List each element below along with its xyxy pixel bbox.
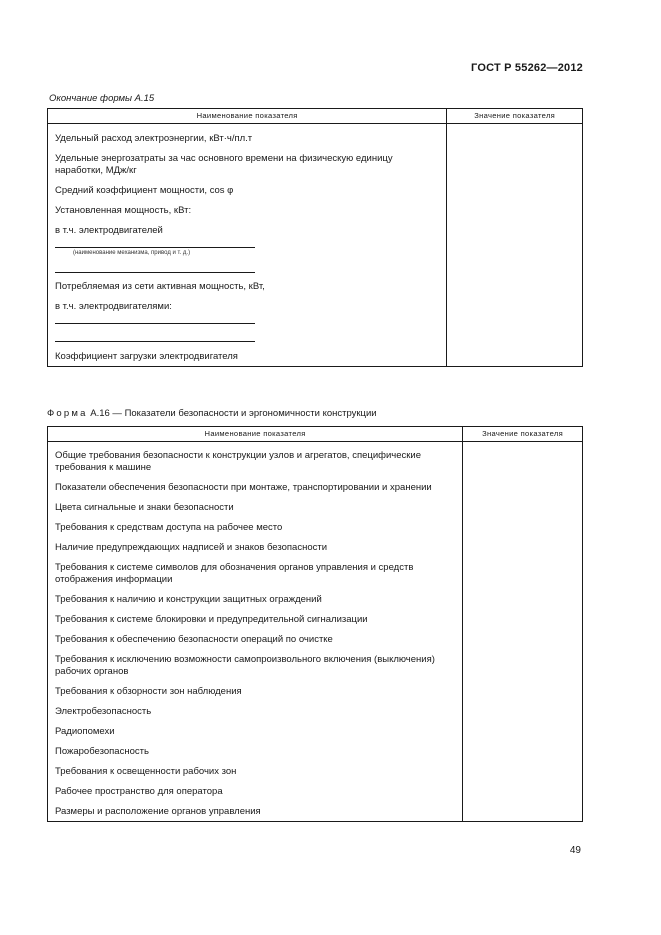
- table-row: Средний коэффициент мощности, cos φ: [55, 185, 234, 196]
- table-row: Показатели обеспечения безопасности при монтаже, транспортировании и хранении: [55, 482, 432, 493]
- table-row: Требования к средствам доступа на рабочее место: [55, 522, 283, 533]
- form-a16-name-cell: [48, 442, 463, 822]
- table-row: Удельные энергозатраты за час основного времени на физическую единицу наработки, МДж/кг: [55, 153, 393, 176]
- table-row: Требования к обзорности зон наблюдения: [55, 686, 242, 697]
- form-a15-col-value: Значение показателя: [447, 109, 583, 124]
- blank-line: [55, 247, 255, 248]
- form-a16-caption-prefix: Форма: [47, 408, 88, 419]
- form-a16-table: [47, 426, 583, 822]
- table-row: Потребляемая из сети активная мощность, кВт,: [55, 281, 265, 292]
- table-row: Цвета сигнальные и знаки безопасности: [55, 502, 234, 513]
- form-a16-value-cell: [463, 442, 583, 822]
- table-row: Размеры и расположение органов управления: [55, 806, 261, 817]
- table-row: Рабочее пространство для оператора: [55, 786, 223, 797]
- page-number: 49: [569, 845, 581, 856]
- table-row: в т.ч. электродвигателей: [55, 225, 163, 236]
- table-row: Требования к обеспечению безопасности операций по очистке: [55, 634, 333, 645]
- table-row: Требования к системе блокировки и предупредительной сигнализации: [55, 614, 368, 625]
- table-row: Радиопомехи: [55, 726, 115, 737]
- form-a16-col-value: Значение показателя: [463, 427, 583, 442]
- table-row: Требования к исключению возможности самопроизвольного включения (выключения) рабочих органов: [55, 654, 435, 677]
- table-row: Наличие предупреждающих надписей и знаков безопасности: [55, 542, 328, 553]
- table-row: Пожаробезопасность: [55, 746, 149, 757]
- document-code: ГОСТ Р 55262—2012: [471, 62, 583, 74]
- table-row: Требования к наличию и конструкции защитных ограждений: [55, 594, 322, 605]
- blank-line: [55, 341, 255, 342]
- form-a16-caption-text: А.16 — Показатели безопасности и эргономичности конструкции: [87, 408, 377, 419]
- table-row: Требования к освещенности рабочих зон: [55, 766, 237, 777]
- blank-line-note: (наименование механизма, привод и т. д.): [73, 250, 191, 256]
- form-a15-name-cell: [48, 124, 447, 367]
- table-row: Требования к системе символов для обозначения органов управления и средств отображения информации: [55, 562, 414, 585]
- table-row: Установленная мощность, кВт:: [55, 205, 192, 216]
- table-row: Электробезопасность: [55, 706, 152, 717]
- table-row: Общие требования безопасности к конструкции узлов и агрегатов, специфические требования к машине: [55, 450, 421, 473]
- blank-line: [55, 272, 255, 273]
- blank-line: [55, 323, 255, 324]
- table-row: в т.ч. электродвигателями:: [55, 301, 172, 312]
- form-a15-caption: Окончание формы А.15: [49, 93, 155, 104]
- table-row: Удельный расход электроэнергии, кВт·ч/пл.т: [55, 133, 253, 144]
- table-row: Коэффициент загрузки электродвигателя: [55, 351, 238, 362]
- form-a16-caption: [47, 408, 377, 419]
- form-a15-table: [47, 108, 583, 367]
- form-a16-col-name: Наименование показателя: [48, 427, 463, 442]
- form-a15-value-cell: [447, 124, 583, 367]
- form-a15-col-name: Наименование показателя: [48, 109, 447, 124]
